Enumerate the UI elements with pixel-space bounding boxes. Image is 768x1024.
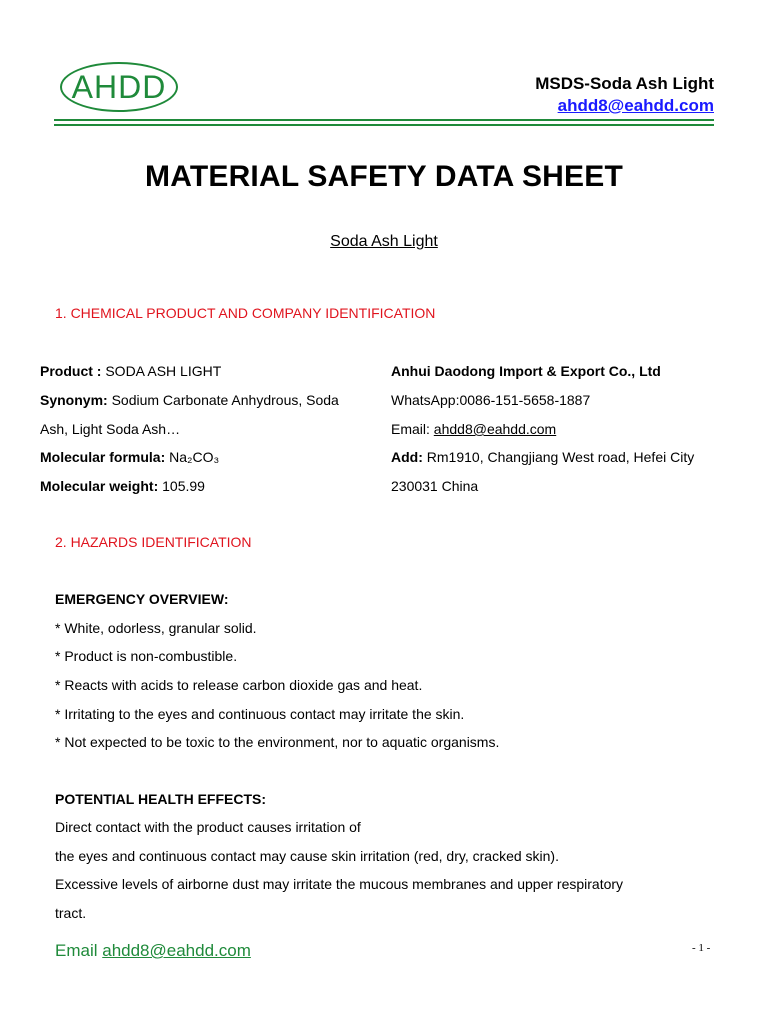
synonym-row [40,391,339,409]
product-row [40,362,221,380]
section-2-heading: 2. HAZARDS IDENTIFICATION [55,534,252,550]
health-line: Direct contact with the product causes irritation of [55,819,361,835]
formula-row [40,448,219,466]
product-value: SODA ASH LIGHT [101,363,222,379]
header-title: MSDS-Soda Ash Light [535,74,714,93]
weight-label: Molecular weight: [40,478,159,494]
formula-value: Na₂CO₃ [165,449,220,465]
company-email-label: Email: [391,421,434,437]
address-row [391,448,694,466]
company-logo [60,62,178,112]
page-subtitle [0,233,768,251]
emergency-item: * Irritating to the eyes and continuous contact may irritate the skin. [55,706,465,722]
health-line: the eyes and continuous contact may cause skin irritation (red, dry, cracked skin). [55,848,559,864]
address-value: Rm1910, Changjiang West road, Hefei City [422,449,695,465]
page-number: - 1 - [692,942,711,954]
header-email-link[interactable]: ahdd8@eahdd.com [557,96,714,115]
footer-email-label: Email [55,941,103,960]
emergency-item: * Not expected to be toxic to the environment, nor to aquatic organisms. [55,734,500,750]
health-line: Excessive levels of airborne dust may irritate the mucous membranes and upper respiratory [55,876,624,892]
header-divider-top [54,119,714,121]
product-label: Product : [40,363,102,379]
emergency-item: * White, odorless, granular solid. [55,620,257,636]
health-heading: POTENTIAL HEALTH EFFECTS: [55,791,267,807]
header-divider-bottom [54,124,714,126]
address-row-cont: 230031 China [391,478,479,494]
subtitle-text: Soda Ash Light [330,233,438,250]
synonym-row-cont: Ash, Light Soda Ash… [40,421,181,437]
emergency-item: * Reacts with acids to release carbon dioxide gas and heat. [55,677,423,693]
page-title: MATERIAL SAFETY DATA SHEET [145,160,623,193]
company-email-row [391,420,556,438]
whatsapp: WhatsApp:0086-151-5658-1887 [391,392,591,408]
synonym-value: Sodium Carbonate Anhydrous, Soda [107,392,339,408]
address-label: Add: [391,449,423,465]
synonym-label: Synonym: [40,392,108,408]
emergency-item: * Product is non-combustible. [55,648,238,664]
emergency-heading: EMERGENCY OVERVIEW: [55,591,229,607]
section-1-heading: 1. CHEMICAL PRODUCT AND COMPANY IDENTIFICATION [55,305,436,321]
weight-row [40,477,205,495]
company-name: Anhui Daodong Import & Export Co., Ltd [391,363,661,379]
health-line: tract. [55,905,87,921]
company-email-link[interactable]: ahdd8@eahdd.com [433,421,557,437]
footer-email-link[interactable]: ahdd8@eahdd.com [102,941,251,960]
weight-value: 105.99 [158,478,205,494]
footer-email-row [55,941,251,961]
logo-text: AHDD [71,69,167,105]
formula-label: Molecular formula: [40,449,166,465]
